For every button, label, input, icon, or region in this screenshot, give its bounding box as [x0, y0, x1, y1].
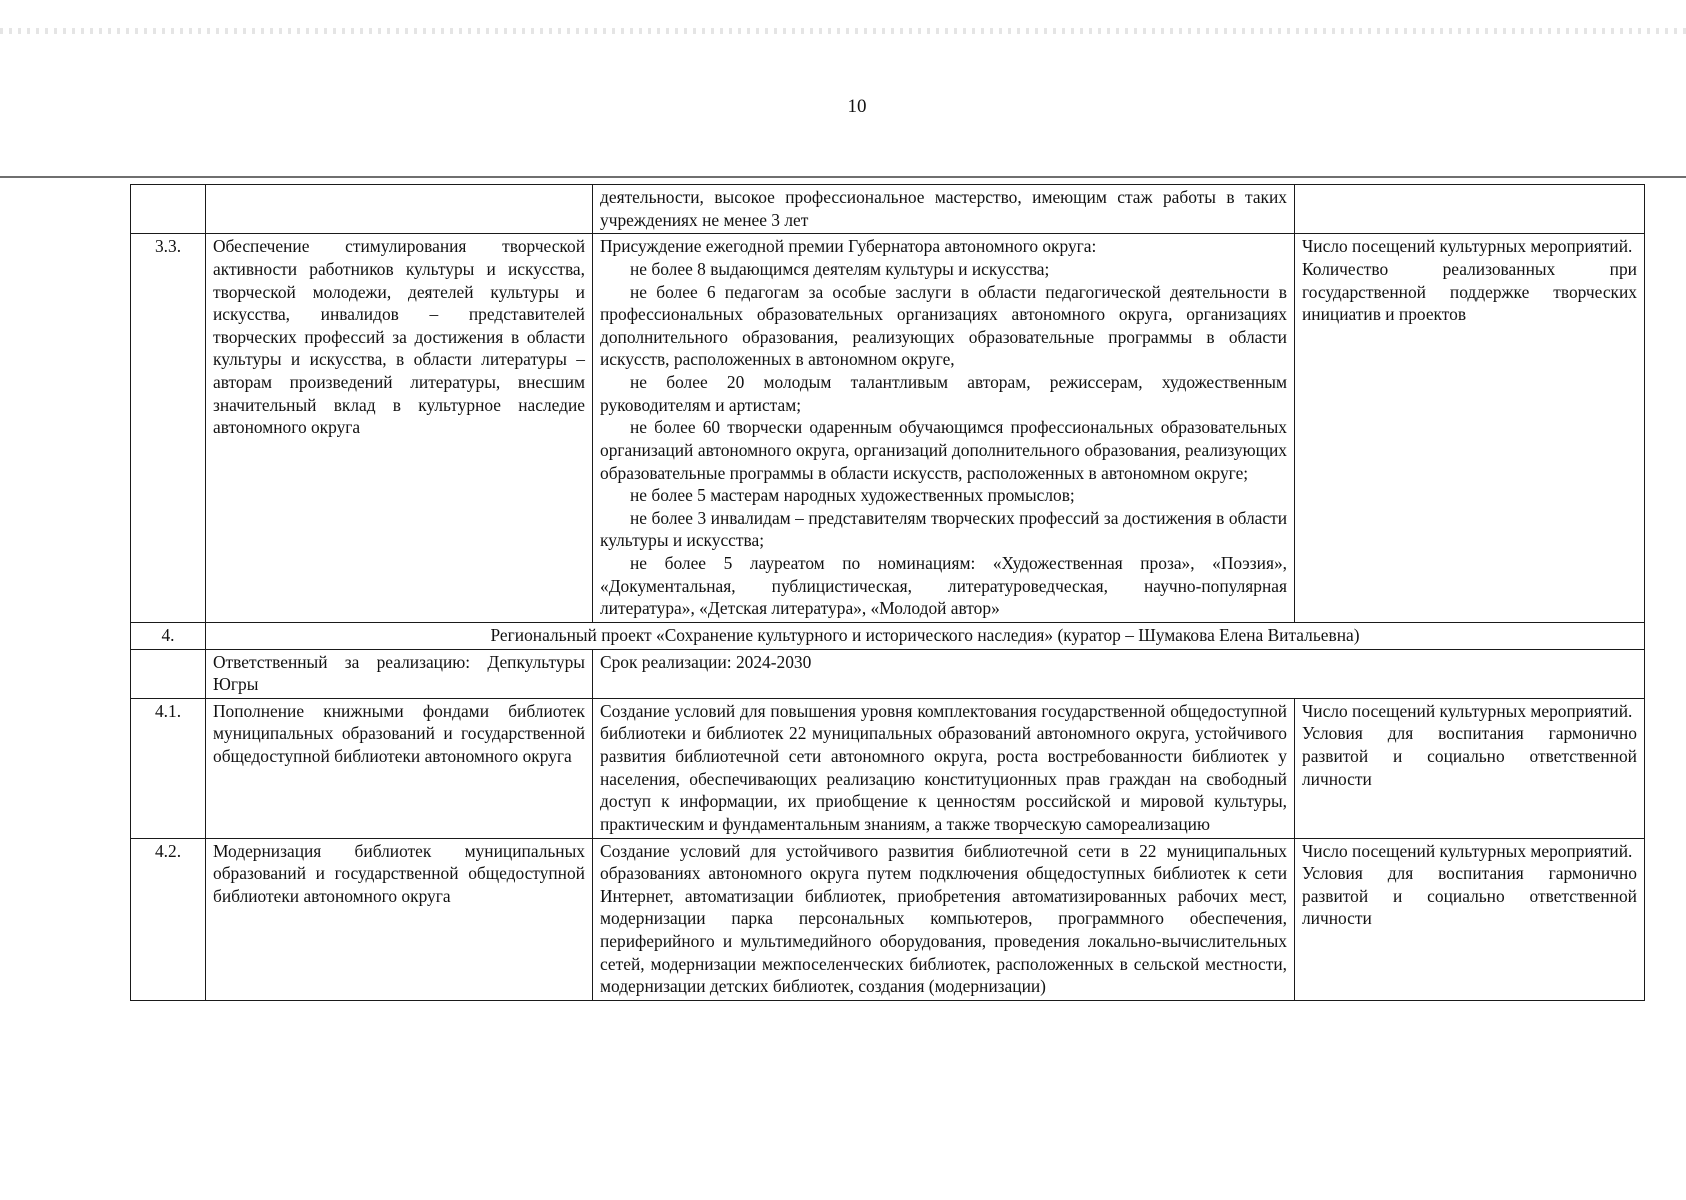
- task-4-2: Модернизация библиотек муниципальных образований и государственной общедоступной библиотеки автономного округа: [206, 838, 593, 1000]
- row-number-4: 4.: [131, 622, 206, 649]
- responsible-cell: Ответственный за реализацию: Депкультуры Югры: [206, 649, 593, 698]
- page-number: 10: [847, 96, 867, 117]
- result-4-2: Создание условий для устойчивого развития библиотечной сети в 22 муниципальных образованиях автономного округа путем подключения общедоступных библиотек к сети Интернет, автоматизации библиотек, приобретения автоматизированных рабочих мест, модернизации парка персональных компьютеров, программного обеспечения, периферийного и мультимедийного оборудования, проведения локально-вычислительных сетей, модернизации межпоселенческих библиотек, расположенных в сельской местности, модернизации детских библиотек, создания (модернизации): [593, 838, 1295, 1000]
- indicators-4-1: [1295, 698, 1645, 838]
- indicators-4-2: [1295, 838, 1645, 1000]
- task-3-3: Обеспечение стимулирования творческой активности работников культуры и искусства, творческой молодежи, деятелей культуры и искусства, инвалидов – представителей творческих профессий за достижения в области культуры и искусства, в области литературы – авторам произведений литературы, внесшим значительный вклад в культурное наследие автономного округа: [206, 234, 593, 623]
- result-3-3-item: не более 6 педагогам за особые заслуги в области педагогической деятельности в профессиональных образовательных организациях автономного округа, организациях дополнительного образования, реализующих образовательные программы в области искусств, расположенных в автономном округе,: [600, 281, 1287, 370]
- table-row-4-1: [131, 698, 1645, 838]
- result-3-3-item: не более 3 инвалидам – представителям творческих профессий за достижения в области культуры и искусства;: [600, 507, 1287, 551]
- row-number-4-1: 4.1.: [131, 698, 206, 838]
- task-4-1: Пополнение книжными фондами библиотек муниципальных образований и государственной общедоступной библиотеки автономного округа: [206, 698, 593, 838]
- scan-edge: [0, 28, 1686, 34]
- indicator-4-1-visits: Число посещений культурных мероприятий.: [1302, 700, 1633, 721]
- table-row-4-2: [131, 838, 1645, 1000]
- indicator-4-2-visits: Число посещений культурных мероприятий.: [1302, 840, 1633, 861]
- cell-number-empty: [131, 185, 206, 234]
- table-row-3-3: [131, 234, 1645, 623]
- indicators-3-3: [1295, 234, 1645, 623]
- result-3-3: [593, 234, 1295, 623]
- period-cell: Срок реализации: 2024-2030: [593, 649, 1645, 698]
- result-3-3-item: не более 5 лауреатом по номинациям: «Художественная проза», «Поэзия», «Документальная, публицистическая, литературоведческая, научно-популярная литература», «Детская литература», «Молодой автор»: [600, 553, 1287, 619]
- regional-project-title: Региональный проект «Сохранение культурного и исторического наследия» (куратор – Шумакова Елена Витальевна): [206, 622, 1645, 649]
- scan-divider: [0, 176, 1686, 178]
- cell-indicator-empty: [1295, 185, 1645, 234]
- row-number-3-3: 3.3.: [131, 234, 206, 623]
- measures-table: [130, 184, 1645, 1001]
- result-3-3-item: не более 8 выдающимся деятелям культуры и искусства;: [630, 258, 1050, 279]
- table-row-continuation: [131, 185, 1645, 234]
- cell-result-continuation: деятельности, высокое профессиональное мастерство, имеющим стаж работы в таких учреждениях не менее 3 лет: [593, 185, 1295, 234]
- table-row-4-meta: [131, 649, 1645, 698]
- indicator-4-2-conditions: Условия для воспитания гармонично развитой и социально ответственной личности: [1302, 863, 1637, 929]
- indicator-4-1-conditions: Условия для воспитания гармонично развитой и социально ответственной личности: [1302, 723, 1637, 789]
- row-number-4-2: 4.2.: [131, 838, 206, 1000]
- result-4-1: Создание условий для повышения уровня комплектования государственной общедоступной библиотеки и библиотек 22 муниципальных образований автономного округа, устойчивого развития библиотечной сети автономного округа, роста востребованности библиотек у населения, обеспечивающих реализацию конституционных прав граждан на свободный доступ к информации, их приобщение к ценностям российской и мировой культуры, практическим и фундаментальным знаниям, а также творческую самореализацию: [593, 698, 1295, 838]
- result-3-3-intro: Присуждение ежегодной премии Губернатора автономного округа:: [600, 236, 1097, 257]
- result-3-3-item: не более 5 мастерам народных художественных промыслов;: [630, 485, 1075, 506]
- result-3-3-item: не более 60 творчески одаренным обучающимся профессиональных образовательных организаций автономного округа, организаций дополнительного образования, реализующих образовательные программы в области искусств, расположенных в автономном округе;: [600, 417, 1287, 483]
- indicator-3-3-visits: Число посещений культурных мероприятий.: [1302, 236, 1633, 257]
- cell-number-empty: [131, 649, 206, 698]
- indicator-3-3-projects: Количество реализованных при государственной поддержке творческих инициатив и проектов: [1302, 258, 1637, 325]
- cell-task-empty: [206, 185, 593, 234]
- result-3-3-item: не более 20 молодым талантливым авторам, режиссерам, художественным руководителям и артистам;: [600, 372, 1287, 415]
- table-row-4: [131, 622, 1645, 649]
